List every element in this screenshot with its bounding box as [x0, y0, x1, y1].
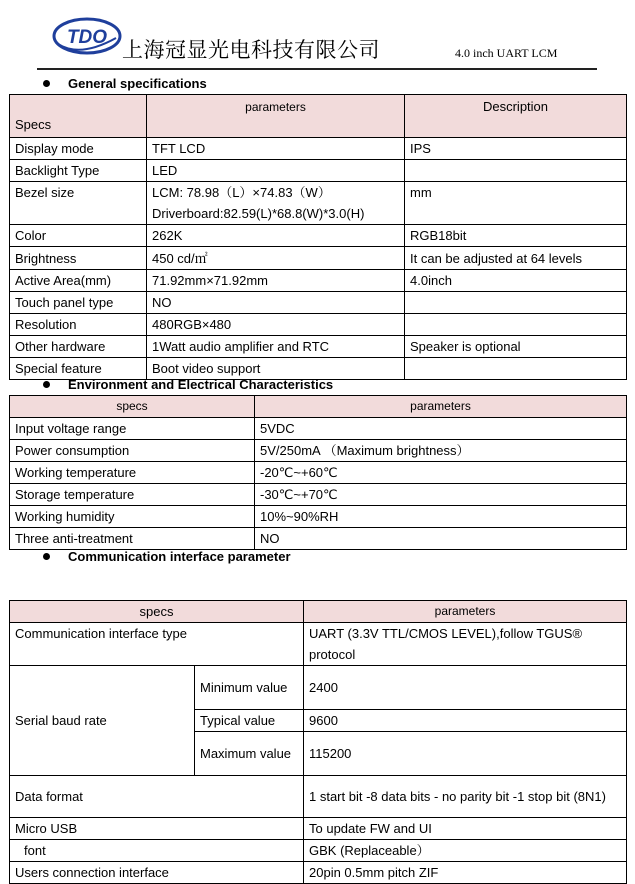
bullet-icon: [43, 80, 50, 87]
communication-table: [9, 600, 627, 884]
table-row: [10, 862, 627, 884]
spec-cell: Serial baud rate: [10, 666, 195, 776]
param-cell: UART (3.3V TTL/CMOS LEVEL),follow TGUS® protocol: [304, 623, 627, 666]
spec-cell: Touch panel type: [10, 292, 147, 314]
company-name: 上海冠显光电科技有限公司: [122, 38, 380, 62]
param-cell: -30℃~+70℃: [255, 484, 627, 506]
table-row: [10, 818, 627, 840]
spec-cell: Micro USB: [10, 818, 304, 840]
spec-cell: Other hardware: [10, 336, 147, 358]
spec-cell: Working humidity: [10, 506, 255, 528]
table-row: [10, 270, 627, 292]
param-cell: 5V/250mA （Maximum brightness）: [255, 440, 627, 462]
table-row: [10, 484, 627, 506]
subspec-cell: Maximum value: [195, 732, 304, 776]
table-header: [10, 601, 627, 623]
param-cell: 115200: [304, 732, 627, 776]
model-name: 4.0 inch UART LCM: [455, 46, 558, 60]
table-row: [10, 182, 627, 225]
param-cell: 71.92mm×71.92mm: [147, 270, 405, 292]
spec-cell: Bezel size: [10, 182, 147, 225]
param-cell: NO: [147, 292, 405, 314]
spec-cell: Active Area(mm): [10, 270, 147, 292]
table-row: [10, 138, 627, 160]
header-specs: Specs: [10, 95, 147, 138]
param-cell: Boot video support: [147, 358, 405, 380]
spec-cell: Backlight Type: [10, 160, 147, 182]
param-cell: To update FW and UI: [304, 818, 627, 840]
param-cell: LED: [147, 160, 405, 182]
table-row: [10, 418, 627, 440]
desc-cell: mm: [405, 182, 627, 225]
spec-cell: Three anti-treatment: [10, 528, 255, 550]
spec-cell: Special feature: [10, 358, 147, 380]
bullet-icon: [43, 553, 50, 560]
spec-cell: Resolution: [10, 314, 147, 336]
table-row: [10, 623, 627, 666]
table-row: [10, 292, 627, 314]
param-cell: 1Watt audio amplifier and RTC: [147, 336, 405, 358]
subspec-cell: Typical value: [195, 710, 304, 732]
table-row: [10, 225, 627, 247]
table-row: [10, 462, 627, 484]
param-cell: 1 start bit -8 data bits - no parity bit -1 stop bit (8N1): [304, 776, 627, 818]
table-header: [10, 396, 627, 418]
table-row: [10, 247, 627, 270]
param-cell: 2400: [304, 666, 627, 710]
spec-cell: Data format: [10, 776, 304, 818]
table-row: [10, 840, 627, 862]
desc-cell: 4.0inch: [405, 270, 627, 292]
param-cell: 480RGB×480: [147, 314, 405, 336]
logo-text: TDO: [66, 27, 108, 48]
electrical-table: [9, 395, 627, 550]
param-cell: -20℃~+60℃: [255, 462, 627, 484]
desc-cell: [405, 292, 627, 314]
desc-cell: Speaker is optional: [405, 336, 627, 358]
desc-cell: [405, 160, 627, 182]
param-cell: TFT LCD: [147, 138, 405, 160]
param-cell: 5VDC: [255, 418, 627, 440]
table-row: [10, 336, 627, 358]
spec-cell: Storage temperature: [10, 484, 255, 506]
table-row: [10, 440, 627, 462]
header-specs: specs: [10, 601, 304, 623]
spec-cell: Brightness: [10, 247, 147, 270]
spec-cell: Users connection interface: [10, 862, 304, 884]
spec-cell: Power consumption: [10, 440, 255, 462]
general-spec-table: [9, 94, 627, 380]
tdo-logo: [50, 14, 124, 58]
header-parameters: parameters: [255, 396, 627, 418]
header-parameters: parameters: [147, 95, 405, 138]
section-electrical: [43, 377, 333, 392]
param-cell: NO: [255, 528, 627, 550]
param-cell: GBK (Replaceable）: [304, 840, 627, 862]
header-specs: specs: [10, 396, 255, 418]
param-cell: [147, 182, 405, 225]
header-rule: [37, 68, 597, 70]
param-line: LCM: 78.98（L）×74.83（W）: [152, 185, 331, 200]
param-cell: 262K: [147, 225, 405, 247]
table-row: [10, 506, 627, 528]
desc-cell: It can be adjusted at 64 levels: [405, 247, 627, 270]
spec-cell: Display mode: [10, 138, 147, 160]
header-description: Description: [405, 95, 627, 138]
param-line: Driverboard:82.59(L)*68.8(W)*3.0(H): [152, 206, 365, 221]
table-row: [10, 776, 627, 818]
param-cell: 450 cd/㎡: [147, 247, 405, 270]
table-row: [10, 528, 627, 550]
param-cell: 9600: [304, 710, 627, 732]
param-cell: 20pin 0.5mm pitch ZIF: [304, 862, 627, 884]
desc-cell: IPS: [405, 138, 627, 160]
header-parameters: parameters: [304, 601, 627, 623]
subspec-cell: Minimum value: [195, 666, 304, 710]
desc-cell: [405, 314, 627, 336]
section-communication: [43, 549, 291, 564]
spec-cell: Input voltage range: [10, 418, 255, 440]
section-title: Environment and Electrical Characteristics: [68, 377, 334, 392]
page-header: [0, 0, 635, 72]
table-row: [10, 160, 627, 182]
spec-cell: Communication interface type: [10, 623, 304, 666]
desc-cell: [405, 358, 627, 380]
section-general: [43, 76, 207, 91]
table-row: [10, 314, 627, 336]
table-row: [10, 666, 627, 710]
bullet-icon: [43, 381, 50, 388]
section-title: Communication interface parameter: [68, 549, 291, 564]
section-title: General specifications: [68, 76, 207, 91]
spec-cell: Working temperature: [10, 462, 255, 484]
spec-cell: font: [10, 840, 304, 862]
spec-cell: Color: [10, 225, 147, 247]
param-cell: 10%~90%RH: [255, 506, 627, 528]
desc-cell: RGB18bit: [405, 225, 627, 247]
table-header: [10, 95, 627, 138]
